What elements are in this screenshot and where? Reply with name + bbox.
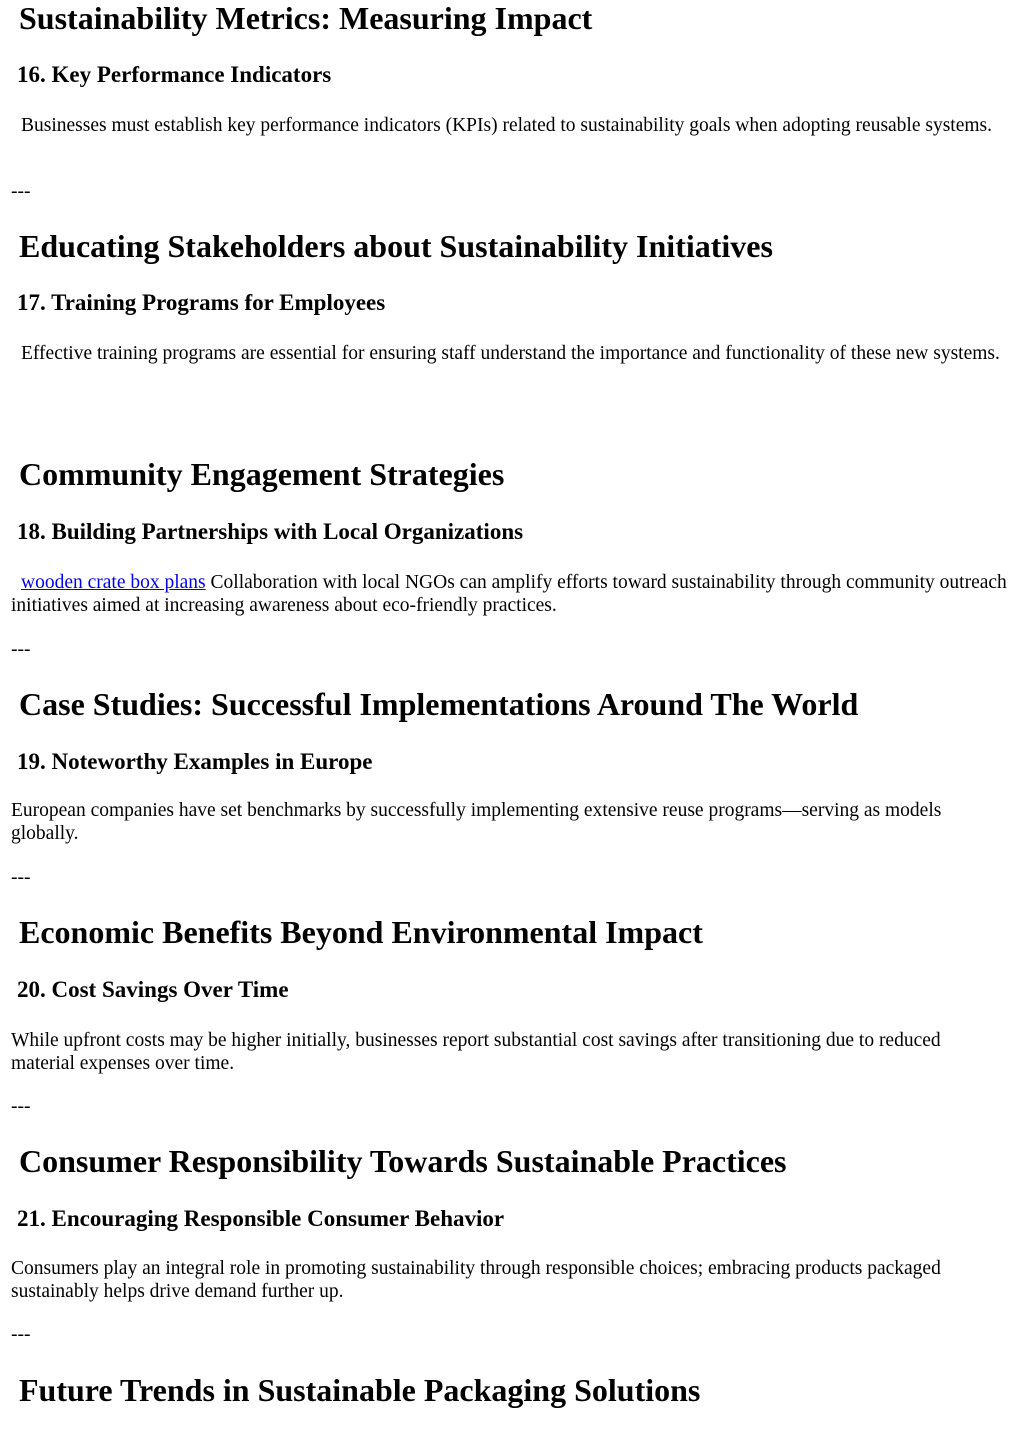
paragraph-text: Effective training programs are essential for ensuring staff understand the importance and functionality of these new systems. xyxy=(21,343,1000,364)
section-paragraph: While upfront costs may be higher initially, businesses report substantial cost savings after transitioning due to reduced material expenses over time. xyxy=(11,1030,941,1074)
section-heading: Future Trends in Sustainable Packaging Solutions xyxy=(19,1372,701,1408)
section-paragraph: Consumers play an integral role in promoting sustainability through responsible choices; embracing products packaged sustainably helps drive demand further up. xyxy=(11,1258,941,1302)
section-paragraph xyxy=(11,342,1007,365)
section-subheading: 17. Training Programs for Employees xyxy=(17,290,386,315)
section-paragraph xyxy=(11,571,1007,617)
separator: --- xyxy=(11,181,31,202)
separator: --- xyxy=(11,1324,31,1345)
section-heading: Case Studies: Successful Implementations Around The World xyxy=(19,686,859,722)
section-heading: Economic Benefits Beyond Environmental Impact xyxy=(19,914,703,950)
paragraph-text: Businesses must establish key performance indicators (KPIs) related to sustainability goals when adopting reusable systems. xyxy=(21,115,993,136)
section-heading: Consumer Responsibility Towards Sustainable Practices xyxy=(19,1143,787,1179)
section-subheading: 16. Key Performance Indicators xyxy=(17,62,332,87)
section-subheading: 21. Encouraging Responsible Consumer Behavior xyxy=(17,1206,505,1231)
separator: --- xyxy=(11,639,31,660)
section-heading: Community Engagement Strategies xyxy=(19,456,505,492)
separator: --- xyxy=(11,867,31,888)
section-paragraph xyxy=(11,114,1007,137)
paragraph-text: Collaboration with local NGOs can amplify efforts toward sustainability through community outreach initiatives aimed at increasing awareness about eco-friendly practices. xyxy=(11,572,1007,616)
section-subheading: 19. Noteworthy Examples in Europe xyxy=(17,749,373,774)
section-heading: Sustainability Metrics: Measuring Impact xyxy=(19,0,593,36)
section-paragraph: European companies have set benchmarks by successfully implementing extensive reuse programs—serving as models globally. xyxy=(11,800,942,844)
wooden-crate-box-plans-link[interactable]: wooden crate box plans xyxy=(21,572,206,593)
section-heading: Educating Stakeholders about Sustainability Initiatives xyxy=(19,228,773,264)
section-subheading: 18. Building Partnerships with Local Organizations xyxy=(17,519,524,544)
separator: --- xyxy=(11,1096,31,1117)
section-subheading: 20. Cost Savings Over Time xyxy=(17,977,289,1002)
